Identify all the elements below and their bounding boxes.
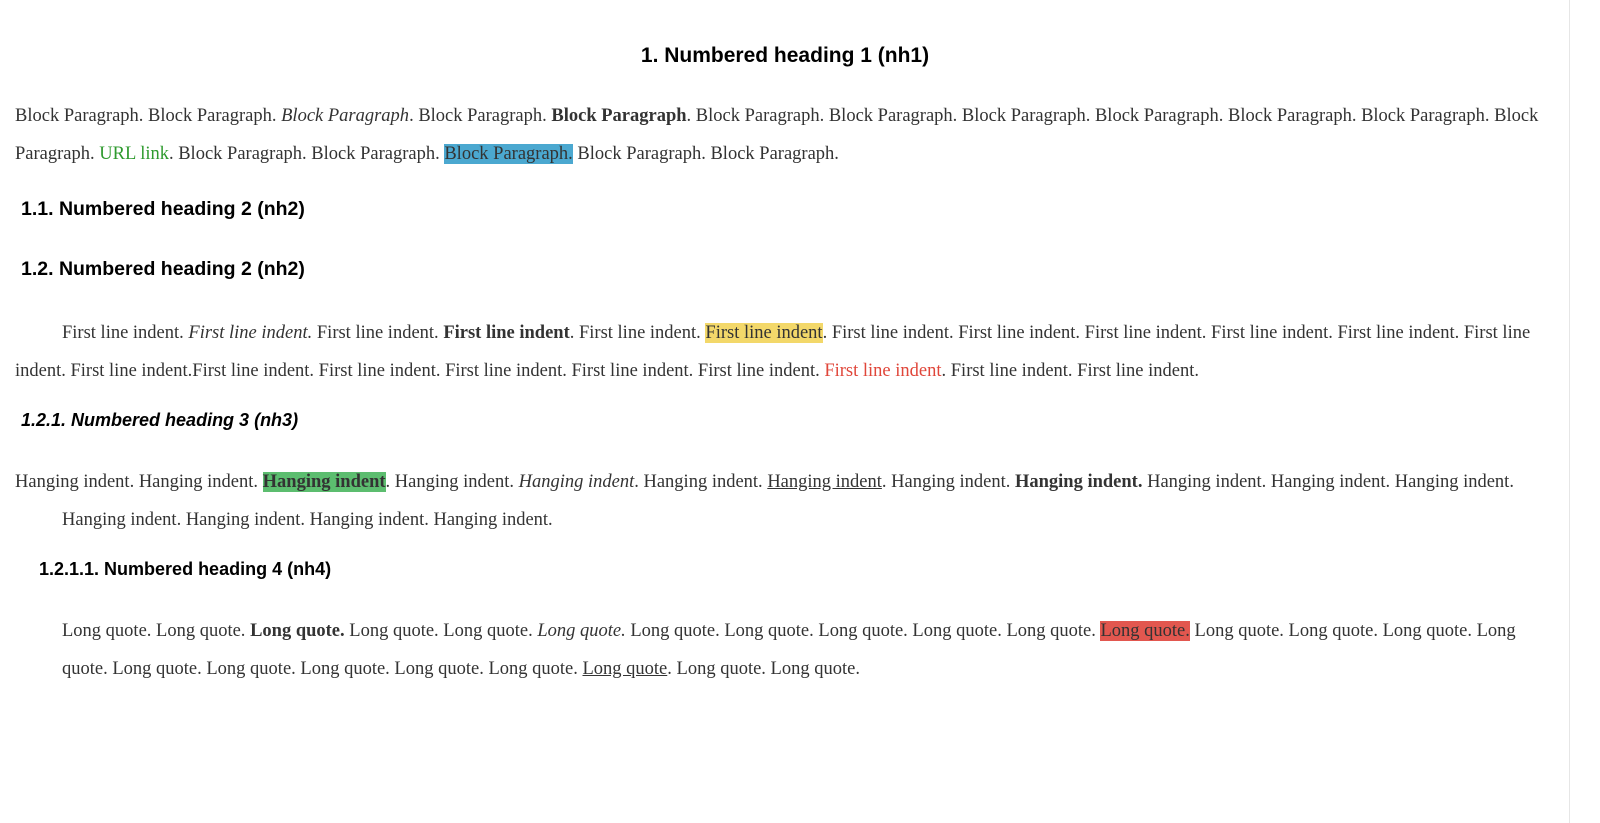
text-run: Block Paragraph. Block Paragraph. <box>15 106 282 126</box>
text-run: Long quote. Long quote. <box>344 621 538 641</box>
bold-text: Hanging indent. <box>1014 472 1143 492</box>
text-run: First line indent. <box>312 323 444 343</box>
italic-text: First line indent. <box>188 323 313 343</box>
highlighted-text-blue: Block Paragraph. <box>444 144 573 164</box>
text-run: . Block Paragraph. Block Paragraph. Block Paragraph. Block Paragraph. Block Paragraph. Block Paragraph. Block Paragraph. <box>15 106 1539 164</box>
hanging-indent-paragraph <box>15 463 1557 539</box>
heading-nh3: 1.2.1. Numbered heading 3 (nh3) <box>21 410 299 430</box>
highlighted-text-red: Long quote. <box>1100 621 1190 641</box>
italic-text: Hanging indent <box>518 472 635 492</box>
heading-nh1: 1. Numbered heading 1 (nh1) <box>640 44 930 67</box>
underlined-text: Long quote <box>582 659 668 679</box>
block-paragraph <box>15 97 1555 173</box>
heading-nh2-first: 1.1. Numbered heading 2 (nh2) <box>21 198 305 220</box>
text-run: Long quote. Long quote. Long quote. Long quote. Long quote. Long quote. Long quote. Long quote. Long quote. <box>62 621 1516 679</box>
text-run: Hanging indent. Hanging indent. Hanging indent. Hanging indent. Hanging indent. Hanging indent. Hanging indent. <box>62 472 1514 530</box>
heading-nh2-second: 1.2. Numbered heading 2 (nh2) <box>21 258 305 280</box>
italic-text: Block Paragraph <box>281 106 410 126</box>
italic-text: Long quote. <box>537 621 626 641</box>
text-run: . First line indent. First line indent. <box>941 361 1199 381</box>
heading-nh4: 1.2.1.1. Numbered heading 4 (nh4) <box>39 559 332 579</box>
text-run: Long quote. Long quote. Long quote. Long quote. Long quote. <box>625 621 1101 641</box>
bold-text: Block Paragraph <box>551 106 687 126</box>
first-line-indent-paragraph <box>15 314 1555 390</box>
text-run: . Hanging indent. <box>634 472 768 492</box>
text-run: . Block Paragraph. Block Paragraph. <box>168 144 445 164</box>
text-run: First line indent. <box>62 323 189 343</box>
url-link[interactable]: URL link <box>99 144 169 164</box>
red-text: First line indent <box>824 361 942 381</box>
text-run: . First line indent. First line indent. First line indent. First line indent. First line indent. First line indent. First line indent.First line indent. First line indent. First line indent. First line indent. First line indent. <box>15 323 1531 381</box>
text-run: . Block Paragraph. <box>409 106 552 126</box>
text-run: . Hanging indent. <box>385 472 519 492</box>
text-run: . Long quote. Long quote. <box>667 659 860 679</box>
text-run: . First line indent. <box>569 323 706 343</box>
vertical-scrollbar[interactable] <box>1569 0 1600 823</box>
long-quote-paragraph <box>62 612 1562 688</box>
text-run: Block Paragraph. Block Paragraph. <box>572 144 839 164</box>
text-run: Long quote. Long quote. <box>62 621 251 641</box>
highlighted-text-green: Hanging indent <box>262 472 386 492</box>
bold-text: First line indent <box>443 323 570 343</box>
bold-text: Long quote. <box>250 621 345 641</box>
text-run: . Hanging indent. <box>881 472 1015 492</box>
text-run: Hanging indent. Hanging indent. <box>15 472 263 492</box>
underlined-text: Hanging indent <box>767 472 882 492</box>
highlighted-text-yellow: First line indent <box>705 323 823 343</box>
